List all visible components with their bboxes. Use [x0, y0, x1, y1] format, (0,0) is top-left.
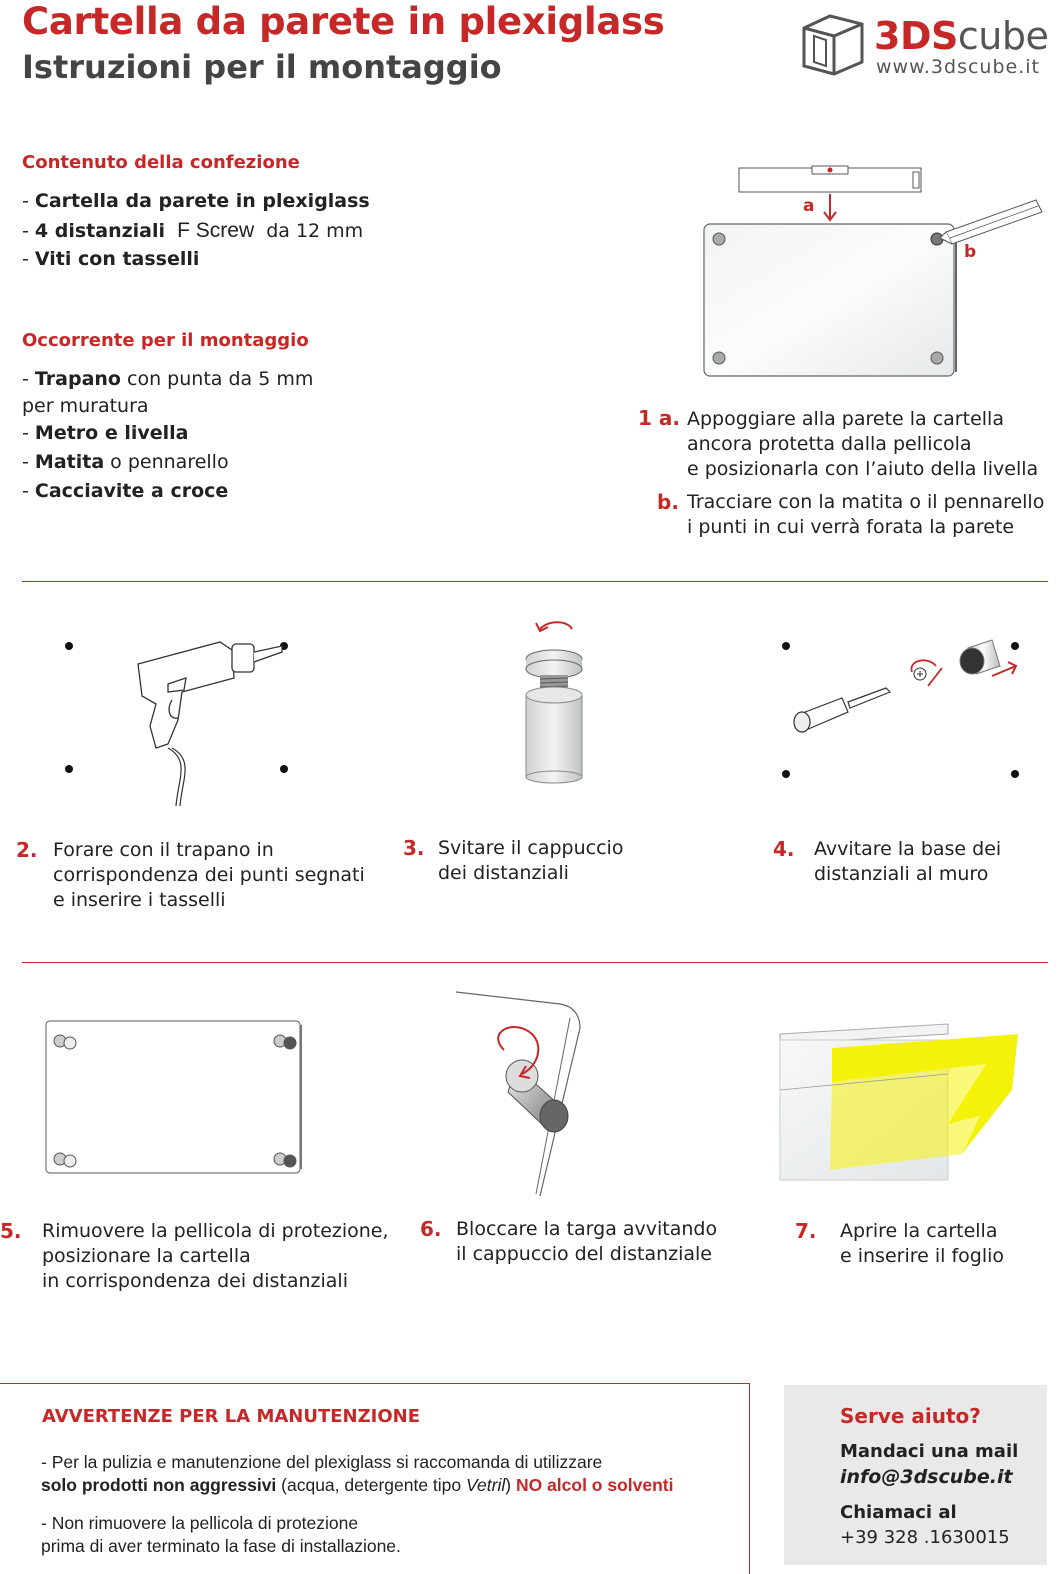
drill-illustration — [60, 630, 300, 810]
step2-number: 2. — [16, 838, 38, 862]
tools-item: - Trapano con punta da 5 mm — [22, 368, 314, 390]
panel-standoffs-illustration — [40, 1015, 315, 1185]
label-a: a — [803, 196, 815, 216]
step6-number: 6. — [420, 1217, 442, 1241]
maintenance-text-1: - Per la pulizia e manutenzione del plexiglass si raccomanda di utilizzare solo prodotti non aggressivi (acqua, detergente tipo Vetril) NO alcol o solventi — [41, 1452, 674, 1495]
plexiglass-panel — [704, 224, 954, 376]
tools-heading: Occorrente per il montaggio — [22, 330, 309, 351]
tools-item: - Matita o pennarello — [22, 451, 229, 473]
step7-number: 7. — [795, 1219, 817, 1243]
divider — [22, 962, 1048, 963]
maintenance-title: AVVERTENZE PER LA MANUTENZIONE — [42, 1406, 421, 1427]
tools-item: - Cacciavite a croce — [22, 480, 229, 502]
tools-item: per muratura — [22, 395, 149, 417]
step4-number: 4. — [773, 837, 795, 861]
page-title: Cartella da parete in plexiglass — [22, 0, 665, 43]
contents-item: - Viti con tasselli — [22, 248, 200, 270]
step7-text: Aprire la cartella e inserire il foglio — [840, 1220, 1005, 1267]
step1a-number: 1 a. — [638, 406, 680, 430]
mail-link[interactable]: info@3dscube.it — [840, 1466, 1013, 1488]
step1a-text: Appoggiare alla parete la cartella ancora protetta dalla pellicola e posizionarla con l’aiuto della livella — [687, 408, 1039, 480]
maintenance-text-2: - Non rimuovere la pellicola di protezione prima di aver terminato la fase di installazione. — [41, 1513, 401, 1556]
step5-text: Rimuovere la pellicola di protezione, posizionare la cartella in corrispondenza dei distanziali — [42, 1220, 389, 1292]
step6-text: Bloccare la targa avvitando il cappuccio del distanziale — [456, 1218, 718, 1265]
standoff-illustration — [520, 615, 590, 790]
step1b-text: Tracciare con la matita o il pennarello i punti in cui verrà forata la parete — [687, 491, 1045, 538]
step1-illustration — [700, 160, 1050, 385]
step3-text: Svitare il cappuccio dei distanziali — [438, 837, 624, 884]
contents-item: - Cartella da parete in plexiglass — [22, 190, 370, 212]
step3-number: 3. — [403, 836, 425, 860]
phone-number[interactable]: +39 328 .1630015 — [840, 1527, 1010, 1548]
screwdriver-illustration — [778, 630, 1028, 790]
step4-text: Avvitare la base dei distanziali al muro — [814, 838, 1002, 885]
drill-icon — [138, 642, 282, 748]
insert-sheet-illustration — [780, 1020, 1025, 1185]
step2-text: Forare con il trapano in corrispondenza dei punti segnati e inserire i tasselli — [53, 839, 365, 911]
step1b-number: b. — [657, 490, 679, 514]
lock-cap-illustration — [450, 988, 590, 1198]
mail-label: Mandaci una mail — [840, 1441, 1019, 1462]
page-subtitle: Istruzioni per il montaggio — [22, 48, 502, 86]
logo-name: 3DScube — [874, 14, 1049, 58]
step5-number: 5. — [0, 1219, 22, 1243]
call-label: Chiamaci al — [840, 1502, 957, 1523]
cube-logo-icon — [800, 10, 866, 76]
help-title: Serve aiuto? — [840, 1404, 981, 1428]
pencil-icon — [940, 200, 1042, 244]
contents-heading: Contenuto della confezione — [22, 152, 300, 173]
contents-item: - 4 distanziali F Screw da 12 mm — [22, 219, 364, 242]
screwdriver-icon — [794, 688, 890, 732]
label-b: b — [964, 242, 977, 262]
tools-item: - Metro e livella — [22, 422, 189, 444]
logo-url: www.3dscube.it — [876, 56, 1040, 78]
divider — [22, 581, 1048, 582]
